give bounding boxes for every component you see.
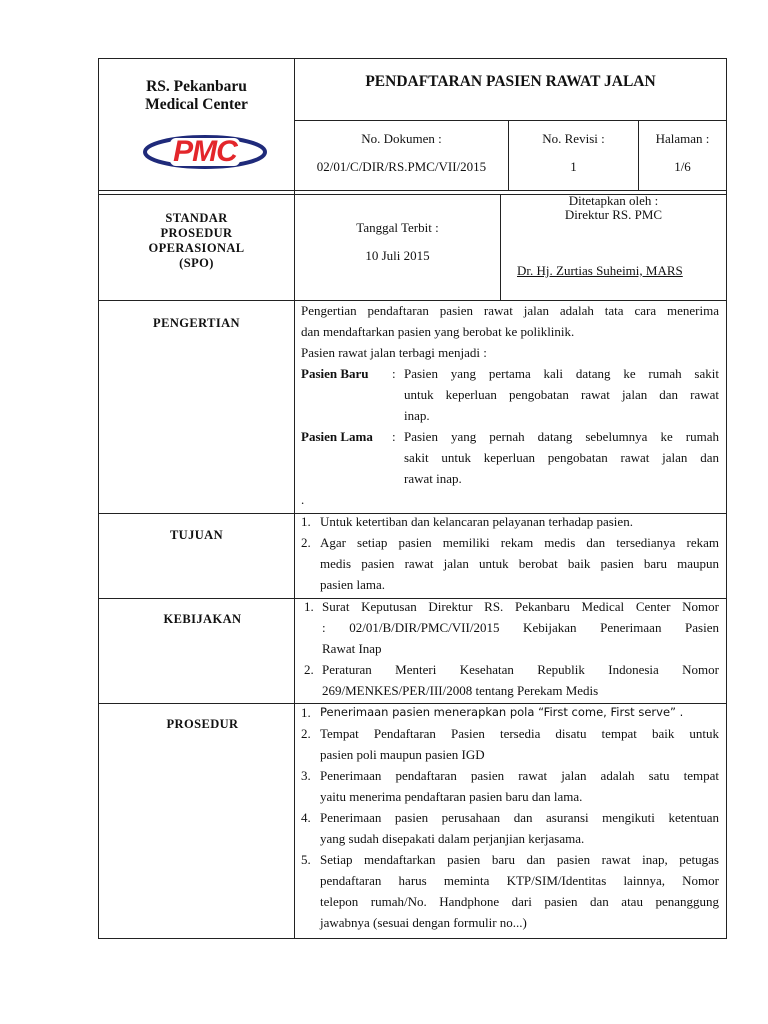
prosedur-item-3: Penerimaan pendaftaran pasien rawat jalan adalah satu tempat xyxy=(320,768,719,783)
list-number: 4. xyxy=(301,810,311,825)
issue-date-value: 10 Juli 2015 xyxy=(365,248,430,263)
document-title: PENDAFTARAN PASIEN RAWAT JALAN xyxy=(365,73,656,90)
page-label: Halaman : xyxy=(655,131,710,146)
kebijakan-label: KEBIJAKAN xyxy=(163,612,242,626)
prosedur-item-1: Penerimaan pasien menerapkan pola “First come, First serve” . xyxy=(320,705,684,719)
hospital-name-line2: Medical Center xyxy=(145,96,248,113)
list-number: 5. xyxy=(301,852,311,867)
revision-value: 1 xyxy=(570,159,577,174)
spo-label-line2: PROSEDUR xyxy=(160,226,233,240)
tujuan-label: TUJUAN xyxy=(169,528,224,542)
pengertian-line: dan mendaftarkan pasien yang berobat ke poliklinik. xyxy=(301,324,575,339)
pasien-baru-def: untuk keperluan pengobatan rawat jalan dan rawat xyxy=(404,387,719,402)
spo-label xyxy=(99,211,294,271)
prosedur-item-5: Setiap mendaftarkan pasien baru dan pasien rawat inap, petugas xyxy=(320,852,719,867)
pasien-lama-def: sakit untuk keperluan pengobatan rawat jalan dan xyxy=(404,450,719,465)
pasien-baru-term: Pasien Baru xyxy=(301,366,369,381)
spo-label-line3: OPERASIONAL xyxy=(148,241,245,255)
pasien-baru-colon: : xyxy=(392,366,396,381)
pmc-logo-text: PMC xyxy=(173,135,237,168)
pasien-baru-def: inap. xyxy=(404,408,430,423)
page-value: 1/6 xyxy=(674,159,691,174)
tujuan-item-1: Untuk ketertiban dan kelancaran pelayanan terhadap pasien. xyxy=(320,514,633,529)
pmc-logo xyxy=(140,130,270,174)
prosedur-label: PROSEDUR xyxy=(166,717,239,731)
pasien-lama-term: Pasien Lama xyxy=(301,429,373,444)
revision-label: No. Revisi : xyxy=(542,131,605,146)
kebijakan-item-2: Peraturan Menteri Kesehatan Republik Indonesia Nomor xyxy=(322,662,719,677)
hospital-name xyxy=(99,78,294,114)
pasien-baru-def: Pasien yang pertama kali datang ke rumah sakit xyxy=(404,366,719,381)
approved-by-title: Direktur RS. PMC xyxy=(564,207,663,222)
doc-number-label: No. Dokumen : xyxy=(361,131,442,146)
prosedur-item-5: pendaftaran harus meminta KTP/SIM/Identitas lainnya, Nomor xyxy=(320,873,719,888)
list-number: 2. xyxy=(304,662,314,677)
approved-by-label: Ditetapkan oleh : xyxy=(568,193,659,208)
kebijakan-item-1: Rawat Inap xyxy=(322,641,382,656)
prosedur-item-3: yaitu menerima pendaftaran pasien baru dan lama. xyxy=(320,789,583,804)
list-number: 1. xyxy=(301,705,311,720)
kebijakan-item-1: : 02/01/B/DIR/PMC/VII/2015 Kebijakan Penerimaan Pasien xyxy=(322,620,719,635)
prosedur-item-5: telepon rumah/No. Handphone dari pasien dan atau penanggung xyxy=(320,894,719,909)
list-number: 2. xyxy=(301,535,311,550)
issue-date-label: Tanggal Terbit : xyxy=(356,220,439,235)
approved-by-name: Dr. Hj. Zurtias Suheimi, MARS xyxy=(517,263,683,278)
tujuan-item-2: Agar setiap pasien memiliki rekam medis dan tersedianya rekam xyxy=(320,535,719,550)
list-number: 3. xyxy=(301,768,311,783)
pengertian-trailing-dot: . xyxy=(301,492,305,507)
tujuan-item-2: pasien lama. xyxy=(320,577,385,592)
spo-label-line4: (SPO) xyxy=(179,256,214,270)
pengertian-label: PENGERTIAN xyxy=(153,316,240,330)
kebijakan-item-2: 269/MENKES/PER/III/2008 tentang Perekam Medis xyxy=(322,683,599,698)
pasien-lama-def: rawat inap. xyxy=(404,471,462,486)
prosedur-item-2: Tempat Pendaftaran Pasien tersedia disatu tempat baik untuk xyxy=(320,726,719,741)
pengertian-line: Pengertian pendaftaran pasien rawat jalan adalah tata cara menerima xyxy=(301,303,719,318)
spo-label-line1: STANDAR xyxy=(165,211,228,225)
list-number: 1. xyxy=(301,514,311,529)
tujuan-item-2: medis pasien rawat jalan untuk berobat baik pasien baru maupun xyxy=(320,556,719,571)
prosedur-item-5: jawabnya (sesuai dengan formulir no...) xyxy=(320,915,527,930)
pengertian-line: Pasien rawat jalan terbagi menjadi : xyxy=(301,345,487,360)
prosedur-item-4: yang sudah disepakati dalam perjanjian kerjasama. xyxy=(320,831,585,846)
pasien-lama-def: Pasien yang pernah datang sebelumnya ke rumah xyxy=(404,429,719,444)
list-number: 1. xyxy=(304,599,314,614)
doc-number-value: 02/01/C/DIR/RS.PMC/VII/2015 xyxy=(316,159,487,174)
kebijakan-item-1: Surat Keputusan Direktur RS. Pekanbaru Medical Center Nomor xyxy=(322,599,719,614)
prosedur-item-2: pasien poli maupun pasien IGD xyxy=(320,747,485,762)
hospital-name-line1: RS. Pekanbaru xyxy=(146,78,247,95)
prosedur-item-4: Penerimaan pasien perusahaan dan asuransi mengikuti ketentuan xyxy=(320,810,719,825)
list-number: 2. xyxy=(301,726,311,741)
pasien-lama-colon: : xyxy=(392,429,396,444)
